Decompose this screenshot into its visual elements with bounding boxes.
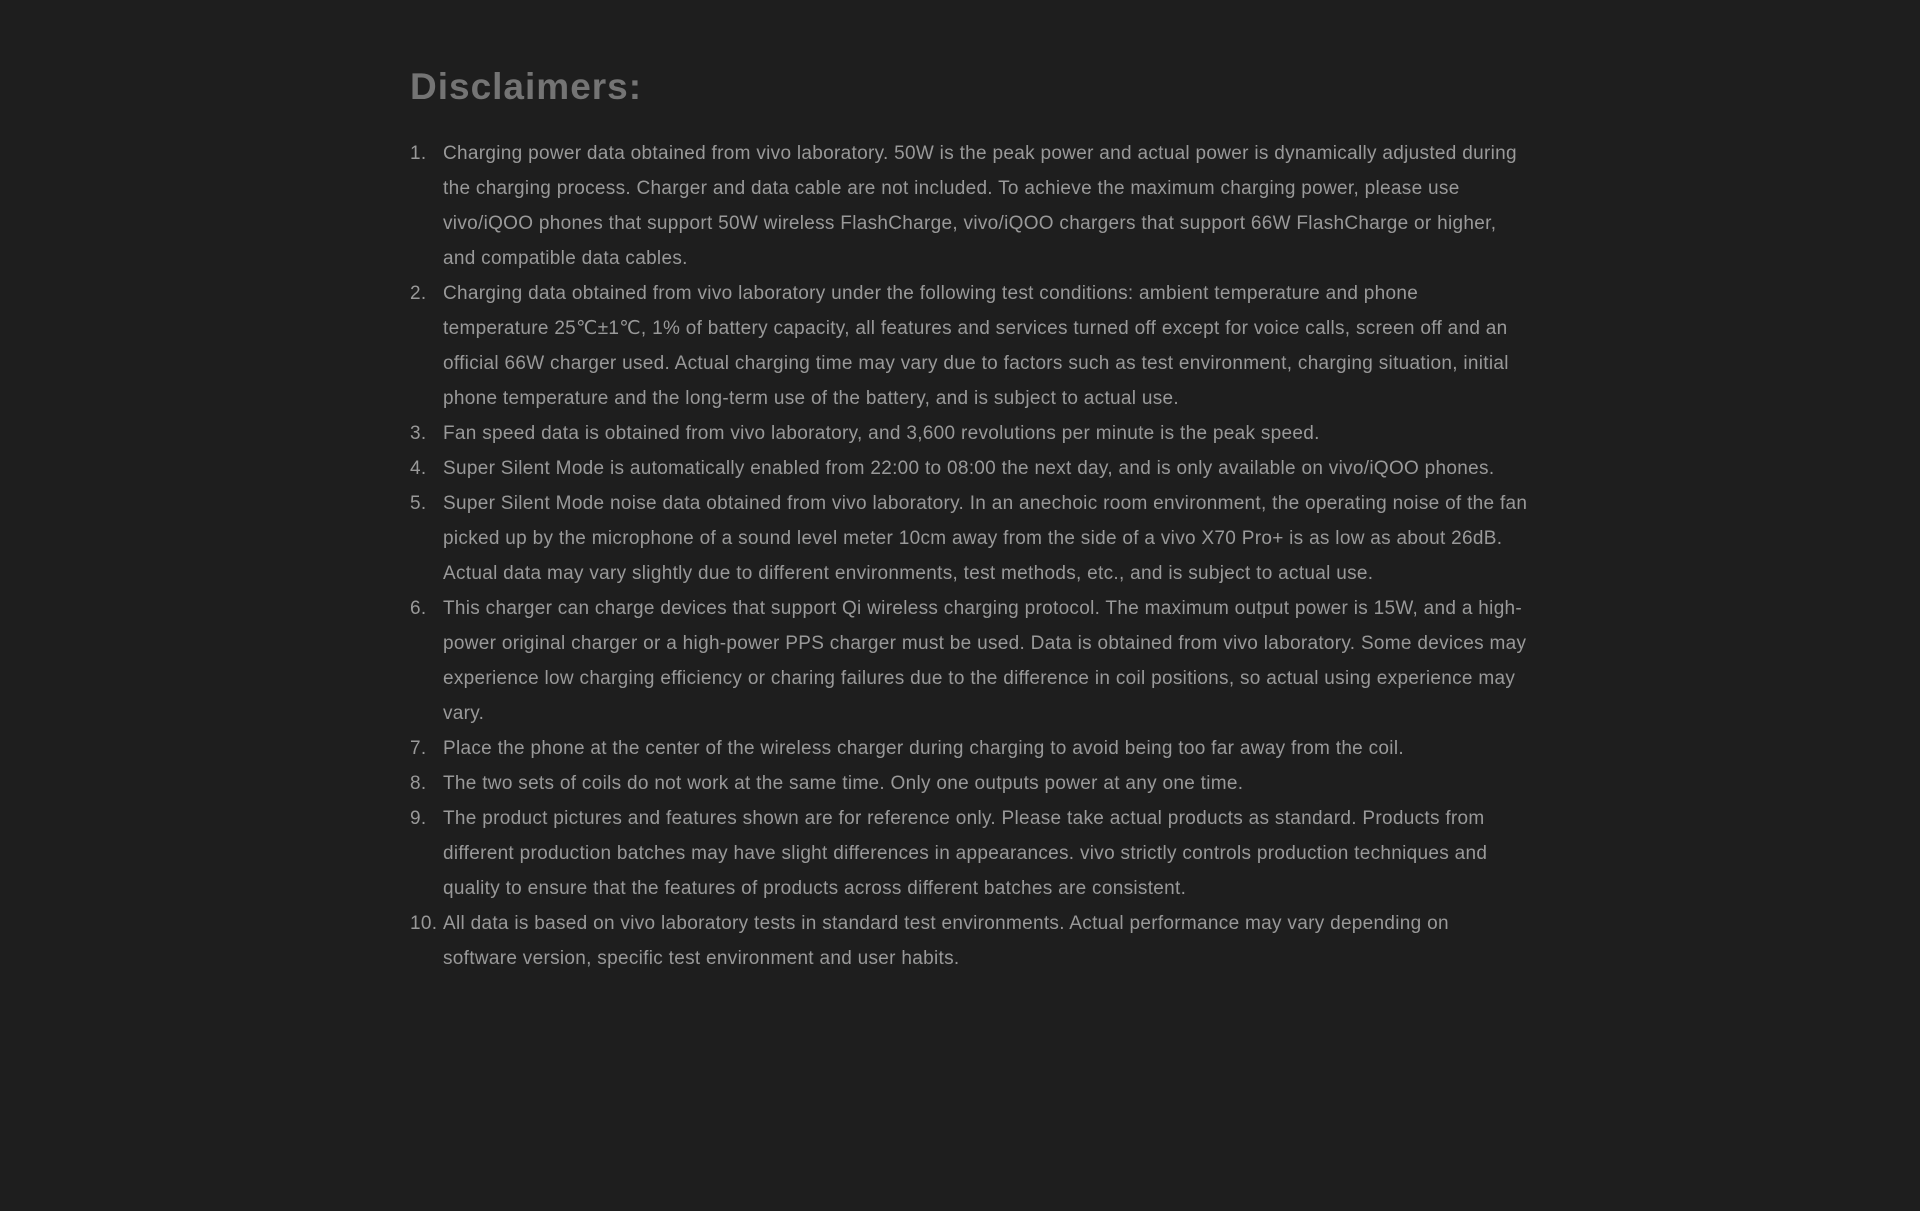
list-item xyxy=(410,801,1540,906)
list-item-number: 1. xyxy=(410,143,427,164)
list-item-text: Super Silent Mode noise data obtained from vivo laboratory. In an anechoic room environment, the operating noise of the fan picked up by the microphone of a sound level meter 10cm away from the side of a vivo X70 Pro+ is as low as about 26dB. Actual data may vary slightly due to different environments, test methods, etc., and is subject to actual use. xyxy=(443,493,1528,584)
list-item xyxy=(410,766,1540,801)
list-item-text: Super Silent Mode is automatically enabled from 22:00 to 08:00 the next day, and is only available on vivo/iQOO phones. xyxy=(443,458,1495,479)
list-item-number: 10. xyxy=(410,913,438,934)
list-item-text: All data is based on vivo laboratory tests in standard test environments. Actual performance may vary depending on software version, specific test environment and user habits. xyxy=(443,913,1449,969)
list-item-text: This charger can charge devices that support Qi wireless charging protocol. The maximum output power is 15W, and a high-power original charger or a high-power PPS charger must be used. Data is obtained from vivo laboratory. Some devices may experience low charging efficiency or charing failures due to the difference in coil positions, so actual using experience may vary. xyxy=(443,598,1527,724)
list-item xyxy=(410,451,1540,486)
list-item xyxy=(410,731,1540,766)
list-item-number: 6. xyxy=(410,598,427,619)
list-item-number: 4. xyxy=(410,458,427,479)
list-item xyxy=(410,416,1540,451)
list-item-text: Charging data obtained from vivo laboratory under the following test conditions: ambient temperature and phone temperature 25℃±1℃, 1% of battery capacity, all features and services turned off except for voice calls, screen off and an official 66W charger used. Actual charging time may vary due to factors such as test environment, charging situation, initial phone temperature and the long-term use of the battery, and is subject to actual use. xyxy=(443,283,1509,409)
list-item-number: 2. xyxy=(410,283,427,304)
list-item xyxy=(410,906,1540,976)
list-item-number: 8. xyxy=(410,773,427,794)
page-title: Disclaimers: xyxy=(410,66,643,107)
list-item-number: 7. xyxy=(410,738,427,759)
list-item-text: Fan speed data is obtained from vivo laboratory, and 3,600 revolutions per minute is the peak speed. xyxy=(443,423,1320,444)
list-item-number: 5. xyxy=(410,493,427,514)
disclaimer-list xyxy=(410,136,1540,976)
disclaimers-section xyxy=(410,66,1540,976)
list-item xyxy=(410,136,1540,276)
list-item-text: Charging power data obtained from vivo laboratory. 50W is the peak power and actual power is dynamically adjusted during the charging process. Charger and data cable are not included. To achieve the maximum charging power, please use vivo/iQOO phones that support 50W wireless FlashCharge, vivo/iQOO chargers that support 66W FlashCharge or higher, and compatible data cables. xyxy=(443,143,1517,269)
list-item-text: The two sets of coils do not work at the same time. Only one outputs power at any one time. xyxy=(443,773,1244,794)
list-item xyxy=(410,276,1540,416)
list-item xyxy=(410,591,1540,731)
list-item-number: 9. xyxy=(410,808,427,829)
list-item-number: 3. xyxy=(410,423,427,444)
list-item xyxy=(410,486,1540,591)
list-item-text: Place the phone at the center of the wireless charger during charging to avoid being too far away from the coil. xyxy=(443,738,1404,759)
list-item-text: The product pictures and features shown are for reference only. Please take actual products as standard. Products from different production batches may have slight differences in appearances. vivo strictly controls production techniques and quality to ensure that the features of products across different batches are consistent. xyxy=(443,808,1488,899)
